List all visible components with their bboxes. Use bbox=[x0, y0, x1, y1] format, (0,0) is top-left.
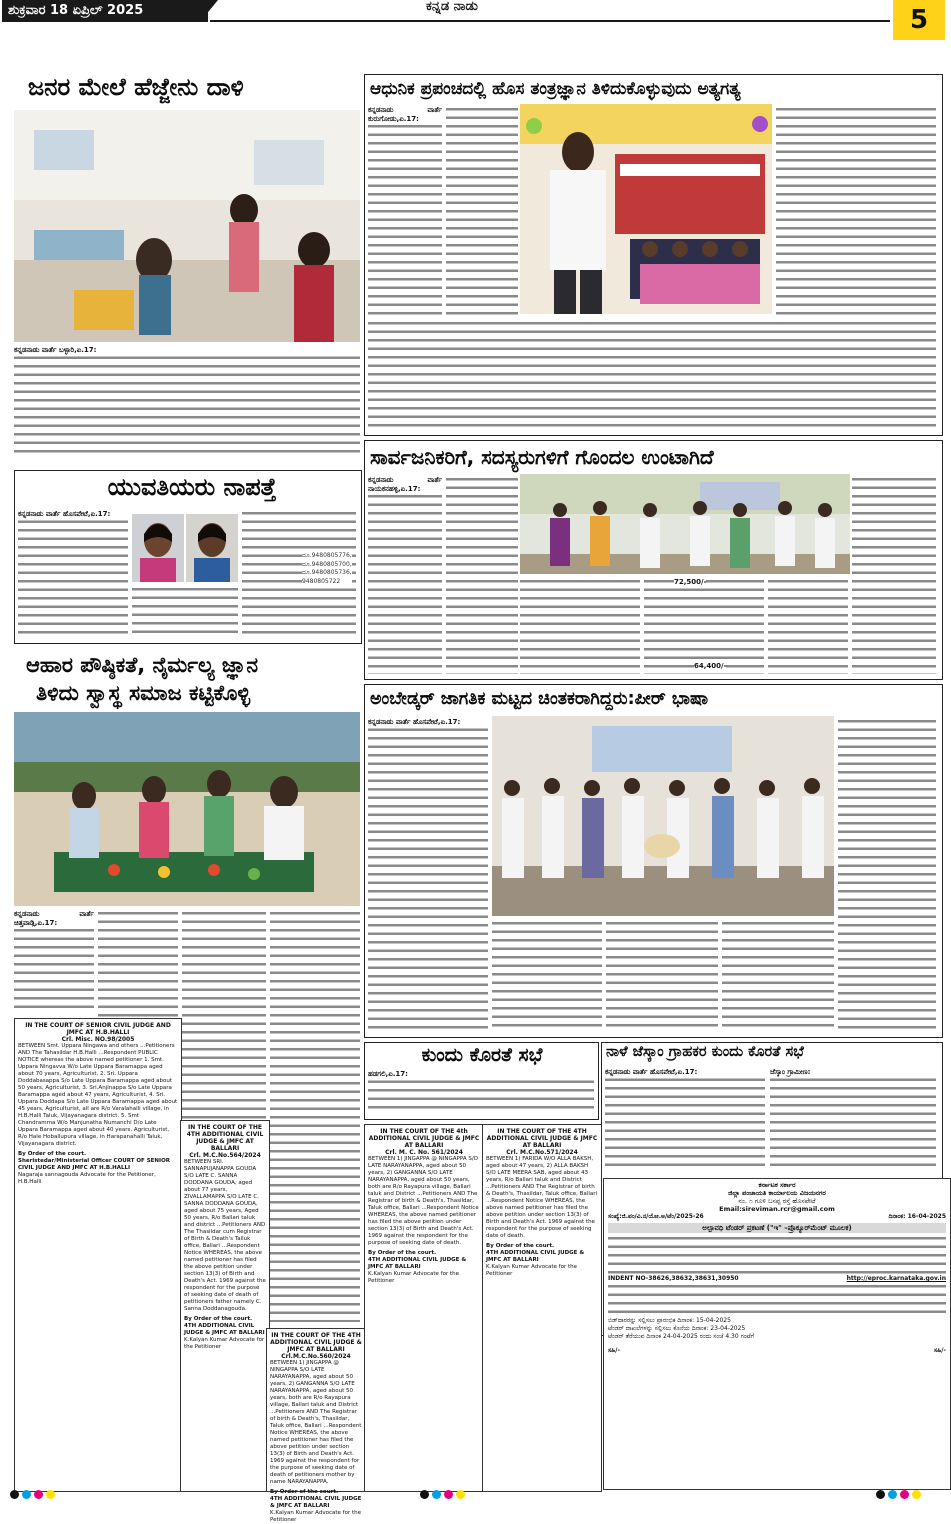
bees-photo bbox=[14, 110, 360, 342]
panchayat-photo-image bbox=[520, 474, 850, 574]
court-notice-3-body: BETWEEN 1) JINGAPPA @ NINGAPPA S/O LATE NARAYANAPPA, aged about 50 years, 2) GANGANNA S/O LATE NARAYANAPPA, aged about 50 years, both are R/o Rayapura village, Ballari taluk and District ...Petitioners AND The Registrar of birth & Death's, Thasildar, Taluk office, Ballari ...Respondent Notice WHEREAS, the above named petitioner has filed the above petition under section 13(3) of Birth and Death's Act. 1969 against the respondent for the purpose of seeking date of death of petitioners mother by name NARAYANAPPA. bbox=[270, 1360, 362, 1485]
ambedkar-photo bbox=[492, 716, 834, 916]
grievance1-place: ಹಡಗಲಿ,ಏ.17: bbox=[368, 1070, 594, 1079]
court-notice-4-court: IN THE COURT OF THE 4th ADDITIONAL CIVIL JUDGE & JMFC AT BALLARI bbox=[368, 1128, 480, 1149]
header-rule bbox=[210, 20, 890, 22]
grievance2-col-1 bbox=[605, 1068, 765, 1172]
court-notice-5 bbox=[482, 1124, 602, 1492]
tender-address: ನಂ. ೧ ಗೂಳಿ ಬಸಪ್ಪ ರಸ್ತೆ ಹೊಸಪೇಟೆ bbox=[738, 1197, 816, 1205]
missing-col-2 bbox=[132, 586, 238, 638]
masthead: ಕನ್ನಡ ನಾಡು bbox=[420, 0, 484, 14]
reg-dot bbox=[10, 1490, 19, 1499]
court-notice-3-case: Crl.M.C.No.560/2024 bbox=[281, 1353, 351, 1360]
missing-photo-1-image bbox=[132, 514, 184, 582]
panchayat-amount: 72,500/- bbox=[674, 578, 707, 586]
court-notice-5-court: IN THE COURT OF THE 4TH ADDITIONAL CIVIL JUDGE & JMFC AT BALLARI bbox=[486, 1128, 598, 1149]
tender-sig-2: ಸಹಿ/- bbox=[934, 1347, 946, 1354]
missing-dateline-text: ಕನ್ನಡನಾಡು ವಾರ್ತೆ bbox=[18, 510, 61, 518]
tech-dateline-text: ಕನ್ನಡನಾಡು ವಾರ್ತೆ bbox=[368, 106, 442, 114]
reg-dot bbox=[432, 1490, 441, 1499]
court-notice-5-officer: 4TH ADDITIONAL CIVIL JUDGE & JMFC AT BALLARI bbox=[486, 1250, 585, 1263]
tender-date-1: ಬಿಡ್‌ದಾರರನ್ನು ಸಲ್ಲಿಸಲು ಪ್ರಾರಂಭಿಕ ದಿನಾಂಕ: 15-04-2025 bbox=[608, 1317, 731, 1324]
ambedkar-dateline-text: ಕನ್ನಡನಾಡು ವಾರ್ತೆ bbox=[368, 718, 411, 726]
court-notice-1-advocate: Nagaraja sannagouda Advocate for the Petitioner, H.B.Halli bbox=[18, 1172, 156, 1185]
missing-place: ಹೊಸಪೇಟೆ,ಏ.17: bbox=[62, 510, 111, 518]
bees-photo-image bbox=[14, 110, 360, 342]
tech-col-2 bbox=[446, 106, 518, 316]
court-notice-2-officer: 4TH ADDITIONAL CIVIL JUDGE & JMFC AT BALLARI bbox=[184, 1323, 265, 1336]
court-notice-5-body: BETWEEN 1) FARIDA W/O ALLA BAKSH, aged about 47 years, 2) ALLA BAKSH S/O LATE MEERA SAB, aged about 43 years, R/o Ballari taluk and District ...Petitioners AND The Registrar of birth & Death's, Thasildar, Taluk office, Ballari ...Respondent Notice WHEREAS, the above named petitioner has filed the above petition under section 13(3) of Birth and Death's Act. 1969 against the respondent for the purpose of seeking date of death. bbox=[486, 1156, 598, 1239]
court-notice-5-order: By Order of the court. bbox=[486, 1243, 555, 1249]
panchayat-col-3 bbox=[520, 578, 640, 674]
court-notice-4-order: By Order of the court. bbox=[368, 1250, 437, 1256]
nutrition-photo bbox=[14, 712, 360, 906]
tender-sig-1: ಸಹಿ/- bbox=[608, 1347, 620, 1354]
ambedkar-col-3 bbox=[492, 920, 602, 1032]
court-notice-4 bbox=[364, 1124, 484, 1492]
missing-phones bbox=[302, 552, 352, 586]
ambedkar-col-4 bbox=[606, 920, 718, 1032]
tech-col-bottom bbox=[368, 320, 936, 430]
tender-sigline bbox=[608, 1347, 946, 1355]
court-notice-1-order: By Order of the court. bbox=[18, 1151, 87, 1157]
tender-title: ಅಲ್ಪಾವಧಿ ಟೆಂಡರ್ ಪ್ರಕಟಣೆ ("ಇ" –ಪ್ರೊಕ್ಯೂರ್‌ಮೆಂಟ್ ಮೂಲಕ) bbox=[608, 1223, 946, 1233]
missing-photo-2-image bbox=[186, 514, 238, 582]
grievance2-place2: ಜೆಸ್ಕಾಂ ಗ್ರಾಮೀಣ: bbox=[770, 1068, 936, 1077]
ambedkar-col-2 bbox=[838, 718, 936, 1032]
nutrition-headline-1: ಆಹಾರ ಪೌಷ್ಠಿಕತೆ, ನೈರ್ಮಲ್ಯ ಜ್ಞಾನ bbox=[26, 653, 258, 677]
tech-headline: ಆಧುನಿಕ ಪ್ರಪಂಚದಲ್ಲಿ ಹೊಸ ತಂತ್ರಜ್ಞಾನ ತಿಳಿದುಕೊಳ್ಳುವುದು ಅತ್ಯಗತ್ಯ bbox=[370, 79, 741, 99]
missing-photo-1 bbox=[132, 514, 184, 582]
nutrition-place: ಚಿತ್ತವಾಡ್ಗಿ,ಏ.17: bbox=[14, 918, 58, 927]
ambedkar-photo-image bbox=[492, 716, 834, 916]
panchayat-col-1 bbox=[368, 476, 442, 674]
ambedkar-headline: ಅಂಬೇಡ್ಕರ್ ಜಾಗತಿಕ ಮಟ್ಟದ ಚಿಂತಕರಾಗಿದ್ದರು:ಪೀರ್ ಭಾಷಾ bbox=[370, 689, 709, 709]
bees-place: ಬಳ್ಳಾರಿ,ಏ.17: bbox=[58, 346, 97, 354]
court-notice-2-advocate: K.Kalyan Kumar Advocate for the Petitioner bbox=[184, 1337, 265, 1350]
court-notice-3-order: By Order of the court. bbox=[270, 1489, 339, 1495]
panchayat-col-6 bbox=[768, 578, 848, 674]
court-notice-1 bbox=[14, 1018, 182, 1492]
panchayat-photo bbox=[520, 474, 850, 574]
reg-dot bbox=[34, 1490, 43, 1499]
court-notice-2-body: BETWEEN SRI. SANNAPUJANAPPA GOUDA S/O LATE C. SANNA DODDANA GOUDA, aged about 77 years, ZIVALLAMAPPA S/O LATE C. SANNA DODDANA GOUDA, aged about 75 years, Aged 50 years, R/o Ballari taluk and district ...Petitioners AND The Thasildar cum Registrar of Birth & Death's Talluk office, Ballari ...Respondent Notice WHEREAS, the above named petitioner has filed the above petition under section 13(3) of Birth and Death's Act. 1969 against the respondent for the purpose of seeking date of death of petitioners father namely C. Sanna Doddanagouda. bbox=[184, 1159, 266, 1312]
court-notice-3-officer: 4TH ADDITIONAL CIVIL JUDGE & JMFC AT BALLARI bbox=[270, 1496, 362, 1509]
reg-dot bbox=[912, 1490, 921, 1499]
panchayat-col-5 bbox=[852, 476, 936, 674]
tender-indentline bbox=[608, 1275, 946, 1283]
nutrition-headline-2: ತಿಳಿದು ಸ್ವಾಸ್ಥ ಸಮಾಜ ಕಟ್ಟಿಕೊಳ್ಳಿ bbox=[36, 681, 251, 705]
court-notice-5-advocate: K.Kalyan Kumar Advocate for the Petitioner bbox=[486, 1264, 577, 1277]
court-notice-4-officer: 4TH ADDITIONAL CIVIL JUDGE & JMFC AT BALLARI bbox=[368, 1257, 467, 1270]
panchayat-dateline bbox=[368, 476, 442, 493]
tech-photo-wide-image bbox=[520, 104, 772, 314]
court-notice-2-case: Crl. M.C.No.564/2024 bbox=[189, 1152, 261, 1159]
reg-dot bbox=[444, 1490, 453, 1499]
issue-date: ಶುಕ್ರವಾರ 18 ಏಪ್ರಿಲ್ 2025 bbox=[2, 0, 208, 22]
court-notice-4-case: Crl. M. C. No. 561/2024 bbox=[385, 1149, 463, 1156]
tech-place: ಕುರುಗೋಡು,ಏ.17: bbox=[368, 114, 419, 123]
tender-office: ಜಿಲ್ಲಾ ಪಂಚಾಯತಿ ಕಾರ್ಯಾಲಯ ವಿಜಯನಗರ bbox=[728, 1189, 826, 1197]
nutrition-dateline bbox=[14, 910, 94, 927]
missing-phone-4: 9480805722 bbox=[302, 577, 341, 585]
tech-photo-wide bbox=[520, 104, 772, 314]
tender-portal[interactable]: http://eproc.karnataka.gov.in bbox=[846, 1275, 946, 1282]
court-notice-4-advocate: K.Kalyan Kumar Advocate for the Petitioner bbox=[368, 1271, 459, 1284]
panchayat-amount-2: 64,400/- bbox=[694, 662, 727, 670]
nutrition-col-4 bbox=[270, 910, 360, 1322]
bees-dateline bbox=[14, 346, 360, 355]
tender-gov: ಕರ್ನಾಟಕ ಸರ್ಕಾರ bbox=[758, 1181, 796, 1189]
tender-indent: INDENT NO-38626,38632,38631,30950 bbox=[608, 1275, 739, 1282]
page-number: 5 bbox=[893, 0, 945, 40]
court-notice-1-body: BETWEEN Smt. Uppara Ningawa and others ...Petitioners AND The Tahasildar H.B.Halli ...Respondent PUBLIC NOTICE whereas the above named petitioner 1. Smt. Uppara Ningavva W/o Late Uppara Baramappa aged about 70 years, Agriculturist, 2. Sri. Uppara Doddabasappa S/o Late Uppara Baramappa aged about 50 years, Agriculturist, 3. Sri.Anjinappa S/o Late Uppara Baramappa aged about 47 years, Agriculturist, 4. Sri. Uppara Doddapa S/o Late Uppara Baramappa aged about 45 years, Agriculturist, all are R/o Varalahalli village, in H.B.Halli Taluk, Vijayanagara district. 5. Smt Chandramma W/o Manjunatha Numanchi D/o Late Uppara Baramappa aged about 40 years, Agriculturist, R/o Hale Hoballupura village, in Harapanahalli Taluk, Vijayanagara district. bbox=[18, 1043, 178, 1147]
court-notice-3-court: IN THE COURT OF THE 4TH ADDITIONAL CIVIL JUDGE & JMFC AT BALLARI bbox=[270, 1332, 362, 1353]
panchayat-col-4 bbox=[644, 578, 764, 674]
panchayat-headline: ಸಾರ್ವಜನಿಕರಿಗೆ, ಸದಸ್ಯರುಗಳಿಗೆ ಗೊಂದಲ ಉಂಟಾಗಿದೆ bbox=[370, 445, 714, 469]
reg-dot bbox=[46, 1490, 55, 1499]
tender-notice bbox=[603, 1178, 951, 1490]
ambedkar-col-1 bbox=[368, 718, 488, 1032]
panchayat-dateline-text: ಕನ್ನಡನಾಡು ವಾರ್ತೆ bbox=[368, 476, 442, 484]
tech-col-3 bbox=[776, 106, 936, 316]
ambedkar-place: ಹೊಸಪೇಟೆ,ಏ.17: bbox=[412, 718, 461, 726]
nutrition-col-1 bbox=[14, 910, 94, 1014]
tender-refline bbox=[608, 1213, 946, 1221]
date-ribbon bbox=[200, 0, 218, 22]
nutrition-photo-image bbox=[14, 712, 360, 906]
court-notice-5-case: Crl. M.C.No.571/2024 bbox=[506, 1149, 578, 1156]
missing-photo-2 bbox=[186, 514, 238, 582]
bees-body bbox=[14, 346, 360, 456]
grievance2-place: ಹೊಸಪೇಟೆ,ಏ.17: bbox=[649, 1068, 698, 1076]
print-registration-marks bbox=[0, 1490, 945, 1500]
tech-col-1 bbox=[368, 106, 442, 316]
court-notice-3-advocate: K.Kalyan Kumar Advocate for the Petitioner bbox=[270, 1510, 361, 1523]
reg-dot bbox=[888, 1490, 897, 1499]
tender-date: ದಿನಾಂಕ: 16-04-2025 bbox=[888, 1213, 946, 1220]
missing-dateline bbox=[18, 510, 128, 519]
grievance2-dateline-text: ಕನ್ನಡನಾಡು ವಾರ್ತೆ bbox=[605, 1068, 648, 1076]
court-notice-2-court: IN THE COURT OF THE 4TH ADDITIONAL CIVIL JUDGE & JMFC AT BALLARI bbox=[186, 1124, 264, 1152]
grievance2-headline: ನಾಳೆ ಜೆಸ್ಕಾಂ ಗ್ರಾಹಕರ ಕುಂದು ಕೊರತೆ ಸಭೆ bbox=[606, 1044, 804, 1060]
grievance2-dateline bbox=[605, 1068, 765, 1077]
reg-dot bbox=[876, 1490, 885, 1499]
missing-col-1 bbox=[18, 510, 128, 638]
court-notice-1-officer: Sheristedar/Ministerial Officer COURT OF SENIOR CIVIL JUDGE AND JMFC AT H.B.HALLI bbox=[18, 1158, 170, 1171]
missing-col-3 bbox=[242, 510, 356, 638]
reg-dot bbox=[900, 1490, 909, 1499]
court-notice-2 bbox=[180, 1120, 270, 1492]
grievance1-headline: ಕುಂದು ಕೊರತೆ ಸಭೆ bbox=[421, 1044, 543, 1066]
tech-dateline bbox=[368, 106, 442, 123]
court-notice-4-body: BETWEEN 1) JINGAPPA @ NINGAPPA S/O LATE NARAYANAPPA, aged about 50 years, 2) GANGANNA S/O LATE NARAYANAPPA, aged about 50 years, both are R/o Rayapura village, Ballari taluk and District ...Petitioners AND The Registrar of birth & Death's, Thasildar, Taluk office, Ballari ...Respondent Notice WHEREAS, the above named petitioner has filed the above petition under section 13(3) of Birth and Death's Act. 1969 against the respondent for the purpose of seeking date of death. bbox=[368, 1156, 479, 1246]
ambedkar-col-5 bbox=[722, 920, 834, 1032]
tender-text-2 bbox=[608, 1283, 946, 1317]
ambedkar-dateline bbox=[368, 718, 488, 727]
tender-ref: ಸಂಖ್ಯೆ:ಜಿ.ಪಂ/ವಿ.ನ/ಯೋ.ಅ/ಟೆಂ/2025-26 bbox=[608, 1213, 704, 1220]
tender-text-1 bbox=[608, 1235, 946, 1275]
tender-email: Email:sireviman.rcr@gmail.com bbox=[719, 1205, 835, 1213]
reg-dot bbox=[22, 1490, 31, 1499]
court-notice-3 bbox=[266, 1328, 366, 1523]
nutrition-dateline-text: ಕನ್ನಡನಾಡು ವಾರ್ತೆ bbox=[14, 910, 94, 918]
missing-phone-2: ದೂ.9480805700, bbox=[302, 560, 352, 568]
court-notice-1-court: IN THE COURT OF SENIOR CIVIL JUDGE AND JMFC AT H.B.HALLI bbox=[25, 1022, 171, 1036]
reg-dot bbox=[420, 1490, 429, 1499]
court-notice-2-order: By Order of the court. bbox=[184, 1316, 253, 1322]
missing-headline: ಯುವತಿಯರು ನಾಪತ್ತೆ bbox=[107, 473, 277, 501]
panchayat-place: ನಾಯಕನಹಳ್ಳಿ,ಏ.17: bbox=[368, 484, 421, 493]
court-notice-1-case: Crl. Misc. NO.98/2005 bbox=[61, 1036, 135, 1043]
panchayat-col-2 bbox=[446, 476, 518, 674]
tender-date-3: ಟೆಂಡರ್ ತೆರೆಯುವ ದಿನಾಂಕ 24-04-2025 ರಂದು ಸಂಜೆ 4.30 ಗಂಟೆಗೆ bbox=[608, 1333, 755, 1340]
grievance2-col-2 bbox=[770, 1068, 936, 1172]
bees-headline: ಜನರ ಮೇಲೆ ಹೆಜ್ಜೇನು ದಾಳಿ bbox=[28, 73, 244, 101]
grievance1-body bbox=[368, 1070, 594, 1114]
page-header bbox=[0, 0, 945, 28]
bees-dateline-text: ಕನ್ನಡನಾಡು ವಾರ್ತೆ bbox=[14, 346, 57, 354]
missing-phone-3: ದೂ.9480805736, bbox=[302, 569, 352, 576]
missing-phone-1: ದೂ.9480805776, bbox=[302, 552, 352, 559]
tender-date-2: ಟೆಂಡರ್ ದಾಖಲೆಗಳನ್ನು ಸಲ್ಲಿಸಲು ಕೊನೆಯ ದಿನಾಂಕ: 23-04-2025 bbox=[608, 1325, 746, 1332]
reg-dot bbox=[456, 1490, 465, 1499]
